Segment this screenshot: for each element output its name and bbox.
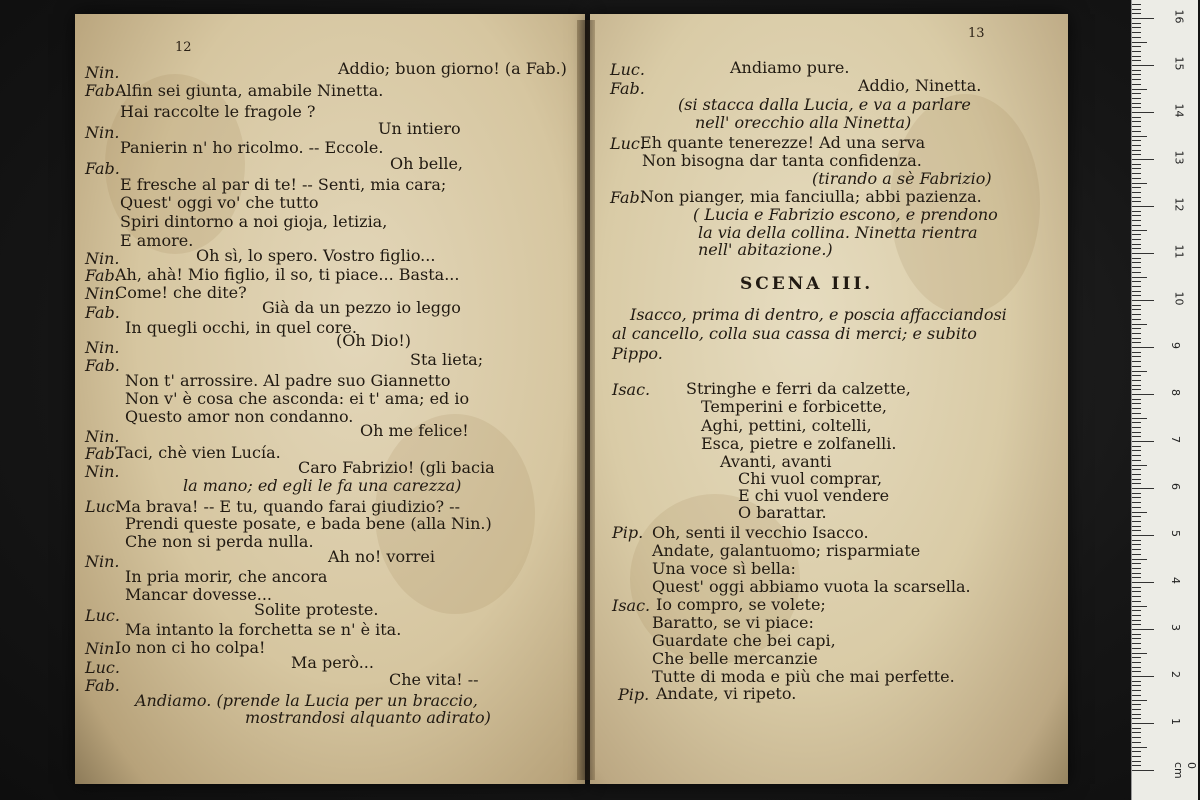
- text-line: nell' orecchio alla Ninetta): [695, 113, 912, 132]
- ruler-tick: [1132, 620, 1141, 621]
- ruler-tick: [1132, 145, 1141, 146]
- text-line: Io non ci ho colpa!: [115, 638, 266, 657]
- ruler-tick: [1132, 121, 1141, 122]
- text-line: Oh sì, lo spero. Vostro figlio...: [196, 246, 436, 265]
- text-line: Taci, chè vien Lucía.: [115, 443, 281, 462]
- text-line: E fresche al par di te! -- Senti, mia cara;: [120, 175, 447, 194]
- ruler-tick: [1132, 549, 1141, 550]
- ruler-tick: [1132, 18, 1154, 19]
- ruler-tick: [1132, 79, 1141, 80]
- ruler-tick: [1132, 84, 1141, 85]
- ruler-tick: [1132, 629, 1154, 630]
- ruler-tick: [1132, 507, 1141, 508]
- ruler-tick: [1132, 173, 1141, 174]
- ruler-tick: [1132, 427, 1141, 428]
- ruler-tick: [1132, 234, 1141, 235]
- speaker-label: Pip.: [612, 523, 644, 542]
- ruler-tick: [1132, 761, 1141, 762]
- ruler-tick: [1132, 577, 1141, 578]
- ruler-label: 16: [1172, 9, 1186, 24]
- speaker-label: Fab.: [85, 266, 120, 285]
- ruler-tick: [1132, 657, 1141, 658]
- ruler-label: 2: [1169, 671, 1182, 678]
- ruler-tick: [1132, 399, 1141, 400]
- ruler-tick: [1132, 230, 1147, 231]
- text-line: Oh me felice!: [360, 421, 469, 440]
- ruler-tick: [1132, 747, 1147, 748]
- ruler-tick: [1132, 770, 1154, 771]
- ruler-tick: [1132, 765, 1141, 766]
- ruler-tick: [1132, 389, 1141, 390]
- text-line: Andiamo. (prende la Lucia per un braccio,: [135, 691, 478, 710]
- ruler-tick: [1132, 638, 1141, 639]
- ruler-tick: [1132, 89, 1147, 90]
- ruler-tick: [1132, 42, 1147, 43]
- ruler-tick: [1132, 74, 1141, 75]
- ruler-tick: [1132, 695, 1141, 696]
- ruler-tick: [1132, 568, 1141, 569]
- ruler-tick: [1132, 27, 1141, 28]
- ruler-tick: [1132, 291, 1141, 292]
- ruler-tick: [1132, 215, 1141, 216]
- ruler-label: 4: [1169, 577, 1182, 584]
- ruler-tick: [1132, 13, 1141, 14]
- text-line: Questo amor non condanno.: [125, 407, 354, 426]
- ruler-tick: [1132, 563, 1141, 564]
- ruler-tick: [1132, 220, 1141, 221]
- ruler-tick: [1132, 455, 1141, 456]
- ruler-tick: [1132, 521, 1141, 522]
- ruler-tick: [1132, 117, 1141, 118]
- text-line: Non bisogna dar tanta confidenza.: [642, 151, 922, 170]
- ruler-tick: [1132, 479, 1141, 480]
- ruler-label: 7: [1169, 436, 1182, 443]
- speaker-label: Nin.: [85, 338, 120, 357]
- ruler-tick: [1132, 756, 1141, 757]
- ruler-tick: [1132, 253, 1154, 254]
- text-line: Eh quante tenerezze! Ad una serva: [640, 133, 926, 152]
- text-line: Mancar dovesse...: [125, 585, 272, 604]
- ruler-tick: [1132, 700, 1147, 701]
- ruler-tick: [1132, 573, 1141, 574]
- text-line: Ma però...: [291, 653, 374, 672]
- text-line: Hai raccolte le fragole ?: [120, 102, 316, 121]
- ruler-tick: [1132, 606, 1147, 607]
- speaker-label: Nin.: [85, 462, 120, 481]
- text-line: Alfin sei giunta, amabile Ninetta.: [115, 81, 384, 100]
- ruler-tick: [1132, 23, 1141, 24]
- ruler-tick: [1132, 305, 1141, 306]
- ruler-tick: [1132, 258, 1141, 259]
- text-line: Andiamo pure.: [730, 58, 850, 77]
- ruler-tick: [1132, 272, 1141, 273]
- speaker-label: Luc.: [85, 658, 120, 677]
- ruler-tick: [1132, 718, 1141, 719]
- ruler-tick: [1132, 248, 1141, 249]
- text-line: al cancello, colla sua cassa di merci; e subito: [612, 324, 977, 343]
- ruler-tick: [1132, 634, 1141, 635]
- ruler-tick: [1132, 615, 1141, 616]
- ruler-tick: [1132, 474, 1141, 475]
- ruler-label: 15: [1172, 56, 1186, 71]
- text-line: Ma intanto la forchetta se n' è ita.: [125, 620, 402, 639]
- text-line: Panierin n' ho ricolmo. -- Eccole.: [120, 138, 384, 157]
- ruler-tick: [1132, 681, 1141, 682]
- text-line: Che non si perda nulla.: [125, 532, 314, 551]
- ruler-tick: [1132, 535, 1154, 536]
- ruler-label: 3: [1169, 624, 1182, 631]
- text-line: Come! che dite?: [115, 283, 247, 302]
- speaker-label: Luc.: [85, 497, 120, 516]
- ruler-tick: [1132, 9, 1141, 10]
- ruler-tick: [1132, 192, 1141, 193]
- speaker-label: Nin.: [85, 249, 120, 268]
- ruler-label: 12: [1172, 197, 1186, 212]
- ruler-tick: [1132, 685, 1141, 686]
- ruler-label: 14: [1172, 103, 1186, 118]
- ruler-label: 9: [1169, 342, 1182, 349]
- speaker-label: Fab.: [85, 356, 120, 375]
- ruler-tick: [1132, 380, 1141, 381]
- text-line: Isacco, prima di dentro, e poscia affacciandosi: [630, 305, 1007, 324]
- right-page: [590, 14, 1068, 784]
- text-line: Già da un pezzo io leggo: [262, 298, 461, 317]
- ruler-tick: [1132, 295, 1141, 296]
- ruler-tick: [1132, 375, 1141, 376]
- ruler-tick: [1132, 56, 1141, 57]
- ruler-tick: [1132, 516, 1141, 517]
- ruler-tick: [1132, 150, 1141, 151]
- ruler-tick: [1132, 408, 1141, 409]
- scene-heading: SCENA III.: [740, 274, 874, 294]
- ruler-tick: [1132, 394, 1154, 395]
- speaker-label: Fab.: [610, 188, 645, 207]
- ruler-tick: [1132, 418, 1147, 419]
- text-line: E amore.: [120, 231, 194, 250]
- text-line: Una voce sì bella:: [652, 559, 796, 578]
- ruler-tick: [1132, 460, 1141, 461]
- ruler-tick: [1132, 648, 1141, 649]
- ruler-tick: [1132, 742, 1141, 743]
- ruler-tick: [1132, 262, 1141, 263]
- speaker-label: Luc.: [610, 134, 645, 153]
- ruler-tick: [1132, 267, 1141, 268]
- ruler-tick: [1132, 281, 1141, 282]
- ruler-tick: [1132, 671, 1141, 672]
- text-line: Quest' oggi vo' che tutto: [120, 193, 319, 212]
- ruler-tick: [1132, 512, 1147, 513]
- ruler-tick: [1132, 714, 1141, 715]
- text-line: Avanti, avanti: [720, 452, 832, 471]
- text-line: Esca, pietre e zolfanelli.: [701, 434, 897, 453]
- speaker-label: Fab.: [610, 79, 645, 98]
- ruler-tick: [1132, 624, 1141, 625]
- ruler-tick: [1132, 709, 1141, 710]
- ruler-tick: [1132, 403, 1141, 404]
- ruler-tick: [1132, 51, 1141, 52]
- text-line: nell' abitazione.): [698, 240, 833, 259]
- text-line: Prendi queste posate, e bada bene (alla Nin.): [125, 514, 492, 533]
- ruler-tick: [1132, 502, 1141, 503]
- ruler-label: 10: [1172, 291, 1186, 306]
- ruler-tick: [1132, 432, 1141, 433]
- speaker-label: Nin.: [85, 63, 120, 82]
- ruler-tick: [1132, 65, 1154, 66]
- page-number: 13: [968, 26, 985, 41]
- ruler-tick: [1132, 728, 1141, 729]
- ruler-tick: [1132, 286, 1141, 287]
- speaker-label: Nin.: [85, 639, 120, 658]
- text-line: Tutte di moda e più che mai perfette.: [652, 667, 955, 686]
- ruler-tick: [1132, 441, 1154, 442]
- speaker-label: Nin.: [85, 123, 120, 142]
- text-line: la via della collina. Ninetta rientra: [698, 223, 978, 242]
- text-line: Che belle mercanzie: [652, 649, 818, 668]
- text-line: Non t' arrossire. Al padre suo Giannetto: [125, 371, 451, 390]
- ruler-tick: [1132, 347, 1154, 348]
- ruler-tick: [1132, 300, 1154, 301]
- ruler-tick: [1132, 324, 1147, 325]
- ruler-tick: [1132, 70, 1141, 71]
- speaker-label: Nin.: [85, 427, 120, 446]
- ruler-tick: [1132, 197, 1141, 198]
- ruler-tick: [1132, 446, 1141, 447]
- ruler-tick: [1132, 540, 1141, 541]
- ruler-tick: [1132, 676, 1154, 677]
- ruler-tick: [1132, 239, 1141, 240]
- ruler-label: 8: [1169, 389, 1182, 396]
- text-line: (tirando a sè Fabrizio): [812, 169, 992, 188]
- ruler-tick: [1132, 488, 1154, 489]
- text-line: Ma brava! -- E tu, quando farai giudizio? --: [115, 497, 460, 516]
- ruler-tick: [1132, 154, 1141, 155]
- ruler-tick: [1132, 737, 1141, 738]
- ruler-tick: [1132, 361, 1141, 362]
- speaker-label: Luc.: [85, 606, 120, 625]
- text-line: Chi vuol comprar,: [738, 469, 883, 488]
- ruler-tick: [1132, 493, 1141, 494]
- text-line: mostrandosi alquanto adirato): [245, 708, 491, 727]
- ruler-tick: [1132, 37, 1141, 38]
- text-line: Addio, Ninetta.: [858, 76, 982, 95]
- ruler-tick: [1132, 497, 1141, 498]
- speaker-label: Fab.: [85, 676, 120, 695]
- ruler-tick: [1132, 690, 1141, 691]
- ruler-tick: [1132, 206, 1154, 207]
- ruler-tick: [1132, 201, 1141, 202]
- speaker-label: Fab.: [85, 444, 120, 463]
- ruler-label: 5: [1169, 530, 1182, 537]
- ruler-tick: [1132, 723, 1154, 724]
- speaker-label: Luc.: [610, 60, 645, 79]
- text-line: Guardate che bei capi,: [652, 631, 836, 650]
- ruler-label: 11: [1172, 244, 1186, 259]
- ruler-tick: [1132, 309, 1141, 310]
- ruler-tick: [1132, 277, 1147, 278]
- text-line: Temperini e forbicette,: [701, 397, 888, 416]
- ruler-tick: [1132, 46, 1141, 47]
- ruler-tick: [1132, 662, 1141, 663]
- ruler-tick: [1132, 667, 1141, 668]
- text-line: (Oh Dio!): [336, 331, 411, 350]
- text-line: Oh, senti il vecchio Isacco.: [652, 523, 869, 542]
- ruler-tick: [1132, 244, 1141, 245]
- ruler-tick: [1132, 469, 1141, 470]
- ruler-tick: [1132, 178, 1141, 179]
- ruler-tick: [1132, 610, 1141, 611]
- ruler-tick: [1132, 126, 1141, 127]
- speaker-label: Pip.: [618, 685, 650, 704]
- text-line: O barattar.: [738, 503, 827, 522]
- speaker-label: Nin.: [85, 552, 120, 571]
- text-line: Non pianger, mia fanciulla; abbi pazienza.: [640, 187, 982, 206]
- ruler-tick: [1132, 356, 1141, 357]
- ruler-tick: [1132, 319, 1141, 320]
- ruler-tick: [1132, 159, 1154, 160]
- text-line: Solite proteste.: [254, 600, 379, 619]
- text-line: Stringhe e ferri da calzette,: [686, 379, 911, 398]
- text-line: Un intiero: [378, 119, 461, 138]
- text-line: Addio; buon giorno! (a Fab.): [338, 59, 567, 78]
- ruler-tick: [1132, 559, 1147, 560]
- text-line: In quegli occhi, in quel core.: [125, 318, 357, 337]
- text-line: Andate, vi ripeto.: [656, 684, 797, 703]
- text-line: la mano; ed egli le fa una carezza): [183, 476, 462, 495]
- ruler-tick: [1132, 596, 1141, 597]
- text-line: Quest' oggi abbiamo vuota la scarsella.: [652, 577, 971, 596]
- ruler-tick: [1132, 131, 1141, 132]
- text-line: Aghi, pettini, coltelli,: [701, 416, 872, 435]
- speaker-label: Isac.: [612, 596, 651, 615]
- ruler-tick: [1132, 107, 1141, 108]
- ruler-tick: [1132, 103, 1141, 104]
- text-line: Oh belle,: [390, 154, 464, 173]
- ruler-label: 0 cm: [1172, 762, 1198, 779]
- text-line: Non v' è cosa che asconda: ei t' ama; ed io: [125, 389, 470, 408]
- ruler-tick: [1132, 183, 1147, 184]
- ruler-tick: [1132, 98, 1141, 99]
- ruler-tick: [1132, 601, 1141, 602]
- speaker-label: Fab.: [85, 303, 120, 322]
- ruler-tick: [1132, 483, 1141, 484]
- ruler-tick: [1132, 544, 1141, 545]
- ruler-tick: [1132, 164, 1141, 165]
- ruler-tick: [1132, 352, 1141, 353]
- ruler-tick: [1132, 591, 1141, 592]
- speaker-label: Isac.: [612, 380, 651, 399]
- text-line: Ah no! vorrei: [328, 547, 435, 566]
- ruler-label: 1: [1169, 718, 1182, 725]
- ruler-tick: [1132, 530, 1141, 531]
- ruler-tick: [1132, 60, 1141, 61]
- ruler-tick: [1132, 526, 1141, 527]
- ruler-tick: [1132, 328, 1141, 329]
- text-line: In pria morir, che ancora: [125, 567, 328, 586]
- ruler-tick: [1132, 211, 1141, 212]
- ruler-tick: [1132, 751, 1141, 752]
- ruler-tick: [1132, 653, 1147, 654]
- text-line: Baratto, se vi piace:: [652, 613, 814, 632]
- left-page: [75, 14, 585, 784]
- page-number: 12: [175, 40, 192, 55]
- ruler-tick: [1132, 140, 1141, 141]
- ruler-tick: [1132, 366, 1141, 367]
- text-line: ( Lucia e Fabrizio escono, e prendono: [693, 205, 998, 224]
- text-line: E chi vuol vendere: [738, 486, 890, 505]
- text-line: Spiri dintorno a noi gioja, letizia,: [120, 212, 388, 231]
- ruler-tick: [1132, 643, 1141, 644]
- text-line: Caro Fabrizio! (gli bacia: [298, 458, 495, 477]
- ruler-tick: [1132, 465, 1147, 466]
- ruler-tick: [1132, 4, 1141, 5]
- ruler-tick: [1132, 554, 1141, 555]
- ruler-tick: [1132, 112, 1154, 113]
- ruler-tick: [1132, 342, 1141, 343]
- ruler-tick: [1132, 450, 1141, 451]
- ruler-label: 6: [1169, 483, 1182, 490]
- ruler-tick: [1132, 732, 1141, 733]
- text-line: Pippo.: [612, 344, 663, 363]
- ruler-tick: [1132, 587, 1141, 588]
- ruler-tick: [1132, 136, 1147, 137]
- measurement-ruler: [1131, 0, 1198, 800]
- text-line: Io compro, se volete;: [656, 595, 826, 614]
- ruler-tick: [1132, 422, 1141, 423]
- ruler-tick: [1132, 436, 1141, 437]
- ruler-label: 13: [1172, 150, 1186, 165]
- text-line: Ah, ahà! Mio figlio, il so, ti piace... Basta...: [115, 265, 460, 284]
- text-line: (si stacca dalla Lucia, e va a parlare: [678, 95, 971, 114]
- text-line: Che vita! --: [389, 670, 479, 689]
- speaker-label: Fab.: [85, 159, 120, 178]
- ruler-tick: [1132, 385, 1141, 386]
- ruler-tick: [1132, 314, 1141, 315]
- ruler-tick: [1132, 582, 1154, 583]
- book-gutter: [577, 20, 595, 780]
- text-line: Andate, galantuomo; risparmiate: [652, 541, 921, 560]
- ruler-tick: [1132, 333, 1141, 334]
- ruler-tick: [1132, 32, 1141, 33]
- ruler-tick: [1132, 225, 1141, 226]
- ruler-tick: [1132, 187, 1141, 188]
- speaker-label: Fab.: [85, 81, 120, 100]
- ruler-tick: [1132, 168, 1141, 169]
- ruler-tick: [1132, 338, 1141, 339]
- ruler-tick: [1132, 93, 1141, 94]
- ruler-tick: [1132, 371, 1147, 372]
- speaker-label: Nin.: [85, 284, 120, 303]
- ruler-tick: [1132, 704, 1141, 705]
- text-line: Sta lieta;: [410, 350, 484, 369]
- ruler-tick: [1132, 413, 1141, 414]
